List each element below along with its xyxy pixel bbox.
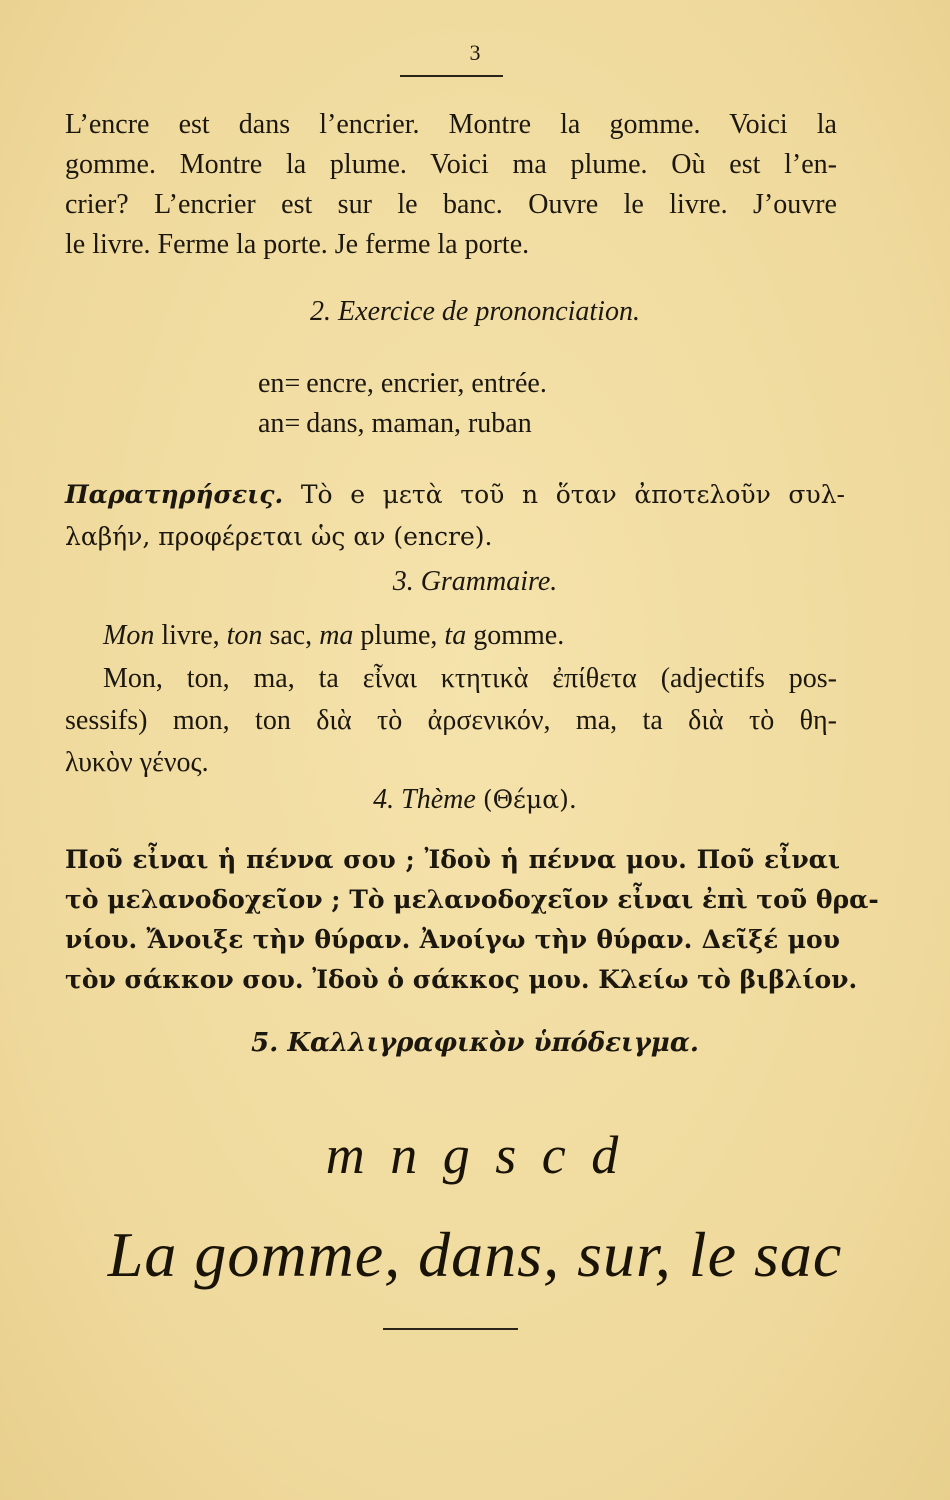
equals-sign: = xyxy=(284,368,307,399)
section-4-number: 4. xyxy=(373,784,395,815)
sound-examples: encre, encrier, entrée. xyxy=(306,368,547,399)
grammar-line: λυκὸν γένος. xyxy=(65,747,209,778)
section-2-number: 2. xyxy=(310,296,332,327)
intro-line: le livre. Ferme la porte. Je ferme la porte. xyxy=(65,229,530,260)
section-5-title: Καλλιγραφικὸν ὑπόδειγμα. xyxy=(287,1028,699,1058)
page-number: 3 xyxy=(469,40,481,65)
calligraphy-letters: m n g s c d xyxy=(325,1125,625,1185)
theme-line: νίου. Ἄνοιξε τὴν θύραν. Ἀνοίγω τὴν θύραν. Δεῖξέ μου xyxy=(65,925,840,954)
section-4-heading xyxy=(0,784,950,816)
pronunciation-note xyxy=(65,474,845,558)
note-label: Παρατηρήσεις. xyxy=(65,480,284,509)
calligraphy-phrase: La gomme, dans, sur, le sac xyxy=(107,1219,843,1290)
section-4-title-greek: (Θέμα). xyxy=(482,785,577,814)
example-noun: livre, xyxy=(154,620,227,651)
section-3-heading xyxy=(0,566,950,598)
section-2-heading xyxy=(0,296,950,328)
note-text: Τὸ e μετὰ τοῦ n ὅταν ἀποτελοῦν συλ- xyxy=(300,480,845,509)
intro-line: crier? L’encrier est sur le banc. Ouvre le livre. J’ouvre xyxy=(65,189,837,220)
equals-sign: = xyxy=(284,408,307,439)
grammar-line: Mon, ton, ma, ta εἶναι κτητικὰ ἐπίθετα (adjectifs pos- xyxy=(103,663,837,694)
grammar-example xyxy=(103,616,803,656)
grammar-explanation xyxy=(65,658,837,784)
theme-paragraph xyxy=(65,840,879,1000)
pronunciation-rows xyxy=(258,364,758,444)
possessive-word: Mon xyxy=(103,620,155,651)
section-3-title: Grammaire. xyxy=(420,566,558,597)
sound-key: an xyxy=(258,408,285,439)
example-noun: gomme. xyxy=(466,620,565,651)
intro-line: L’encre est dans l’encrier. Montre la gomme. Voici la xyxy=(65,109,837,140)
grammar-line: sessifs) mon, ton διὰ τὸ ἀρσενικόν, ma, ta διὰ τὸ θη- xyxy=(65,705,837,736)
possessive-word: ta xyxy=(444,620,467,651)
theme-line: τὸ μελανοδοχεῖον ; Τὸ μελανοδοχεῖον εἶναι ἐπὶ τοῦ θρα- xyxy=(65,885,879,914)
intro-line: gomme. Montre la plume. Voici ma plume. Où est l’en- xyxy=(65,149,837,180)
top-rule xyxy=(400,75,503,77)
section-5-heading xyxy=(0,1028,950,1058)
intro-paragraph xyxy=(65,105,837,265)
section-2-title: Exercice de prononciation. xyxy=(338,296,640,327)
pronunciation-row xyxy=(258,364,758,404)
note-line xyxy=(65,474,845,516)
section-5-number: 5. xyxy=(251,1028,279,1058)
theme-line: τὸν σάκκον σου. Ἰδοὺ ὁ σάκκος μου. Κλείω τὸ βιβλίον. xyxy=(65,965,858,994)
example-noun: sac, xyxy=(262,620,320,651)
note-line: λαβήν, προφέρεται ὡς αν (encre). xyxy=(65,522,493,551)
grammar-example-line xyxy=(103,616,803,656)
sound-key: en xyxy=(258,368,285,399)
sound-examples: dans, maman, ruban xyxy=(306,408,532,439)
section-4-title: Thème xyxy=(401,784,476,815)
possessive-word: ton xyxy=(226,620,263,651)
section-3-number: 3. xyxy=(392,566,414,597)
pronunciation-row xyxy=(258,404,758,444)
possessive-word: ma xyxy=(319,620,354,651)
theme-line: Ποῦ εἶναι ἡ πέννα σου ; Ἰδοὺ ἡ πέννα μου. Ποῦ εἶναι xyxy=(65,845,840,874)
example-noun: plume, xyxy=(353,620,445,651)
bottom-rule xyxy=(383,1328,518,1330)
